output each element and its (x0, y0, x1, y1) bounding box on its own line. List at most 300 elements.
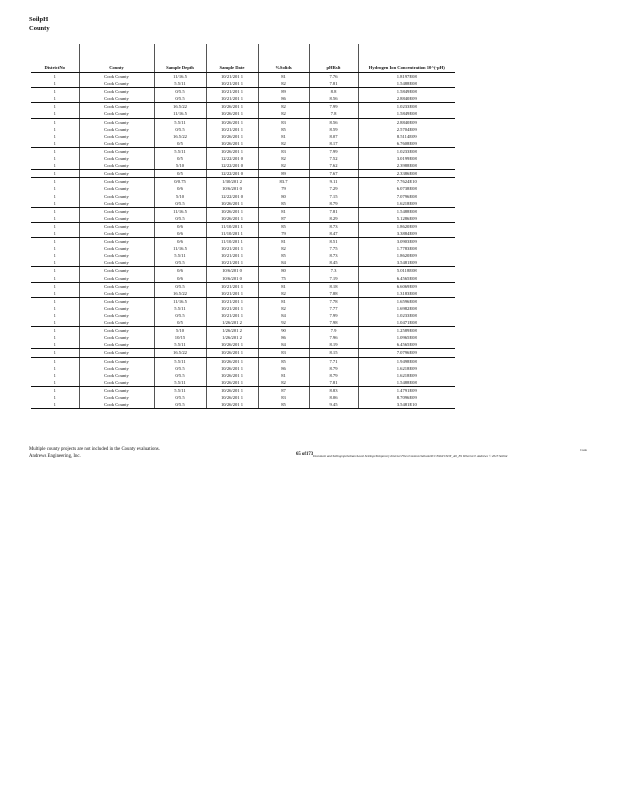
cell-ph-result: 8.07 (309, 133, 358, 140)
cell-solids: 81 (258, 207, 309, 215)
cell-district: 1 (31, 341, 79, 349)
cell-solids: 81 (258, 372, 309, 379)
cell-solids: 83.7 (258, 178, 309, 186)
cell-sample-date: 10/26/201 1 (206, 215, 258, 223)
cell-solids: 81 (258, 133, 309, 140)
cell-county: Cook County (79, 80, 154, 88)
cell-district: 1 (31, 80, 79, 88)
cell-ph-result: 7.81 (309, 80, 358, 88)
cell-ph-result: 7.96 (309, 334, 358, 341)
cell-hydrogen-ion: 5.1286E09 (358, 215, 455, 223)
cell-solids: 81 (258, 73, 309, 81)
cell-ph-result: 8.17 (309, 140, 358, 148)
cell-county: Cook County (79, 193, 154, 200)
cell-solids: 85 (258, 357, 309, 365)
cell-solids: 87 (258, 386, 309, 394)
table-row (31, 95, 455, 103)
cell-district: 1 (53, 372, 56, 378)
cell-hydrogen-ion: 1.0471E08 (358, 319, 455, 327)
cell-sample-depth: 0/5 (154, 155, 206, 162)
cell-hydrogen-ion: 3.3884E09 (358, 230, 455, 238)
cell-sample-depth: 10/15 (154, 334, 206, 341)
cell-ph-result: 7.8 (309, 110, 358, 118)
cell-district: 1 (53, 126, 56, 132)
cell-district: 1 (53, 365, 56, 371)
cell-solids: 85 (258, 252, 309, 259)
cell-county: Cook County (79, 73, 154, 81)
table-row (31, 386, 455, 394)
cell-county: Cook County (79, 259, 154, 267)
table-row (31, 275, 455, 283)
cell-sample-depth: 0/6 (154, 185, 206, 192)
cell-sample-date: 10/21/201 1 (206, 88, 258, 96)
cell-district: 1 (53, 387, 56, 393)
cell-sample-date: 10/21/201 1 (206, 252, 258, 259)
cell-solids: 85 (258, 222, 309, 230)
cell-ph-result: 7.15 (309, 193, 358, 200)
cell-solids: 82 (258, 110, 309, 118)
table-row (31, 327, 455, 335)
cell-sample-date: 10/26/201 1 (206, 103, 258, 111)
cell-county: Cook County (79, 319, 154, 327)
cell-sample-date: 10/26/201 1 (206, 394, 258, 401)
cell-county: Cook County (79, 401, 154, 409)
table-row (31, 357, 455, 365)
cell-sample-date: 10/21/201 1 (206, 297, 258, 305)
cell-hydrogen-ion: 3.0903E09 (358, 238, 455, 246)
cell-ph-result: 9.11 (309, 178, 358, 186)
cell-district: 1 (53, 239, 56, 245)
cell-hydrogen-ion: 5.0118E08 (358, 267, 455, 275)
cell-county: Cook County (79, 178, 154, 186)
cell-sample-depth: 0/5.5 (154, 401, 206, 409)
cell-district: 1 (53, 283, 56, 289)
cell-county: Cook County (79, 305, 154, 312)
cell-hydrogen-ion: 1.8620E09 (358, 252, 455, 259)
cell-solids: 82 (258, 140, 309, 148)
cell-ph-result: 7.99 (309, 312, 358, 319)
cell-sample-depth: 11/16.5 (154, 207, 206, 215)
cell-hydrogen-ion: 1.0233E08 (358, 312, 455, 319)
cell-county: Cook County (79, 215, 154, 223)
cell-sample-depth: 5/10 (154, 327, 206, 335)
cell-county: Cook County (79, 95, 154, 103)
cell-sample-date: 10/26/201 1 (206, 147, 258, 155)
table-row (31, 155, 455, 162)
cell-county: Cook County (79, 133, 154, 140)
cell-district: 1 (31, 140, 79, 148)
cell-district: 1 (53, 298, 56, 304)
cell-sample-depth: 16.5/22 (154, 133, 206, 140)
cell-hydrogen-ion: 2.3988E08 (358, 162, 455, 170)
cell-county: Cook County (79, 155, 154, 162)
cell-hydrogen-ion: 8.7096E09 (358, 394, 455, 401)
cell-county: Cook County (79, 110, 154, 118)
cell-hydrogen-ion: 2.3386E08 (358, 170, 455, 178)
cell-sample-date: 10/21/201 1 (206, 290, 258, 298)
cell-ph-result: 8.79 (309, 365, 358, 372)
cell-sample-date: 10/21/201 1 (206, 305, 258, 312)
table-row (31, 162, 455, 170)
table-row (31, 252, 455, 259)
cell-county: Cook County (79, 147, 154, 155)
cell-county: Cook County (79, 207, 154, 215)
table-row (31, 259, 455, 267)
cell-sample-depth: 0/5.5 (154, 215, 206, 223)
cell-solids: 89 (258, 170, 309, 178)
cell-sample-depth: 5.5/11 (154, 386, 206, 394)
cell-sample-depth: 0/5.5 (154, 126, 206, 133)
table-row (31, 238, 455, 246)
cell-sample-date: 11/10/201 1 (206, 222, 258, 230)
cell-solids: 85 (258, 126, 309, 133)
cell-solids: 87 (258, 215, 309, 223)
cell-solids: 82 (258, 162, 309, 170)
table-row (31, 110, 455, 118)
cell-sample-depth: 5.5/11 (154, 357, 206, 365)
cell-hydrogen-ion: 8.5114E09 (358, 133, 455, 140)
cell-district: 1 (53, 208, 56, 214)
cell-district: 1 (31, 290, 79, 298)
cell-ph-result: 8.56 (309, 118, 358, 126)
cell-sample-date: 10/21/201 1 (206, 80, 258, 88)
cell-county: Cook County (79, 222, 154, 230)
cell-county: Cook County (79, 252, 154, 259)
column-header-sample-depth: Sample Depth (154, 44, 206, 73)
cell-district: 1 (31, 349, 79, 357)
cell-sample-depth: 5/10 (154, 193, 206, 200)
cell-sample-depth: 0/5.5 (154, 95, 206, 103)
cell-sample-date: 1/26/201 2 (206, 334, 258, 341)
cell-sample-date: 10/21/201 1 (206, 259, 258, 267)
cell-ph-result: 8.29 (309, 215, 358, 223)
cell-solids: 89 (258, 88, 309, 96)
table-row (31, 200, 455, 208)
cell-ph-result: 7.99 (309, 103, 358, 111)
cell-district: 1 (53, 328, 56, 334)
cell-sample-depth: 16.5/22 (154, 290, 206, 298)
cell-solids: 90 (258, 327, 309, 335)
cell-sample-date: 10/26/201 1 (206, 379, 258, 387)
cell-solids: 82 (258, 245, 309, 252)
cell-hydrogen-ion: 1.6218E09 (358, 365, 455, 372)
cell-county: Cook County (79, 140, 154, 148)
cell-hydrogen-ion: 7.0796E09 (358, 349, 455, 357)
table-row (31, 73, 455, 81)
table-row (31, 185, 455, 192)
cell-county: Cook County (79, 200, 154, 208)
cell-sample-date: 10/21/201 1 (206, 312, 258, 319)
cell-sample-date: 10/21/201 1 (206, 126, 258, 133)
cell-ph-result: 8.47 (309, 230, 358, 238)
cell-solids: 82 (258, 80, 309, 88)
cell-ph-result: 7.78 (309, 297, 358, 305)
cell-hydrogen-ion: 1.0965E08 (358, 334, 455, 341)
cell-ph-result: 8.73 (309, 252, 358, 259)
cell-sample-date: 12/22/201 0 (206, 193, 258, 200)
cell-ph-result: 8.06 (309, 394, 358, 401)
table-row (31, 140, 455, 148)
cell-sample-depth: 0/5.5 (154, 312, 206, 319)
cell-district: 1 (53, 193, 56, 199)
cell-hydrogen-ion: 3.0199E08 (358, 155, 455, 162)
cell-ph-result: 7.88 (309, 290, 358, 298)
cell-sample-date: 10/26/201 1 (206, 341, 258, 349)
table-row (31, 349, 455, 357)
cell-hydrogen-ion: 1.5488E08 (358, 207, 455, 215)
cell-sample-date: 10/21/201 1 (206, 245, 258, 252)
cell-ph-result: 8.15 (309, 349, 358, 357)
cell-solids: 81 (258, 238, 309, 246)
table-row (31, 80, 455, 88)
cell-hydrogen-ion: 6.4565E08 (358, 275, 455, 283)
table-row (31, 147, 455, 155)
cell-ph-result: 8.45 (309, 259, 358, 267)
report-title (29, 15, 50, 33)
table-row (31, 193, 455, 200)
table-row (31, 215, 455, 223)
cell-district: 1 (53, 179, 56, 185)
table-row (31, 118, 455, 126)
column-header-county: County (79, 44, 154, 73)
cell-county: Cook County (79, 230, 154, 238)
cell-county: Cook County (79, 267, 154, 275)
cell-sample-depth: 0/6 (154, 275, 206, 283)
file-path: Document and Settings\pcheiman\Local Settings\Temporary Internet Files\Content.Outlook\9CC30AV1\SOT_All_ES Wherever! Andrews © 2013 Soilint (313, 454, 508, 458)
column-header-ph-result: pHRslt (309, 44, 358, 73)
cell-sample-depth: 5.5/11 (154, 305, 206, 312)
cell-hydrogen-ion: 2.8840E09 (358, 118, 455, 126)
cell-sample-depth: 5.5/11 (154, 147, 206, 155)
cell-county: Cook County (79, 297, 154, 305)
cell-sample-depth: 0/5.5 (154, 200, 206, 208)
cell-district: 1 (31, 259, 79, 267)
cell-solids: 82 (258, 379, 309, 387)
cell-county: Cook County (79, 170, 154, 178)
soil-ph-table (31, 44, 455, 409)
cell-hydrogen-ion: 1.5488E08 (358, 80, 455, 88)
cell-sample-depth: 16.5/22 (154, 349, 206, 357)
cell-sample-date: 10/26/201 1 (206, 207, 258, 215)
cell-county: Cook County (79, 162, 154, 170)
cell-sample-depth: 0/5 (154, 319, 206, 327)
cell-ph-result: 7.19 (309, 275, 358, 283)
cell-district: 1 (31, 319, 79, 327)
cell-county: Cook County (79, 357, 154, 365)
table-row (31, 312, 455, 319)
cell-solids: 82 (258, 103, 309, 111)
table-row (31, 401, 455, 409)
cell-district: 1 (53, 268, 56, 274)
cell-sample-depth: 0/5.5 (154, 259, 206, 267)
table-row (31, 207, 455, 215)
cell-district: 1 (53, 186, 56, 192)
cell-district: 1 (53, 119, 56, 125)
cell-hydrogen-ion: 1.6218E09 (358, 200, 455, 208)
cell-sample-depth: 11/16.5 (154, 110, 206, 118)
cell-hydrogen-ion: 7.0796E08 (358, 193, 455, 200)
cell-district: 1 (31, 275, 79, 283)
cell-sample-date: 10/26/201 1 (206, 200, 258, 208)
cell-solids: 83 (258, 118, 309, 126)
cell-solids: 85 (258, 401, 309, 409)
cell-hydrogen-ion: 1.6218E09 (358, 372, 455, 379)
cell-sample-depth: 0/6 (154, 238, 206, 246)
cell-hydrogen-ion: 6.7608E09 (358, 140, 455, 148)
cell-hydrogen-ion: 2.8840E09 (358, 95, 455, 103)
cell-sample-depth: 0/5 (154, 140, 206, 148)
cell-county: Cook County (79, 282, 154, 290)
cell-ph-result: 8.51 (309, 238, 358, 246)
cell-hydrogen-ion: 1.0233E08 (358, 103, 455, 111)
table-row (31, 394, 455, 401)
cell-solids: 75 (258, 275, 309, 283)
cell-county: Cook County (79, 312, 154, 319)
cell-ph-result: 7.99 (309, 147, 358, 155)
cell-hydrogen-ion: 1.0233E08 (358, 147, 455, 155)
cell-county: Cook County (79, 394, 154, 401)
table-body (31, 73, 455, 409)
cell-solids: 82 (258, 305, 309, 312)
cell-sample-date: 1/30/201 2 (206, 178, 258, 186)
cell-sample-date: 10/6/201 0 (206, 185, 258, 192)
cell-sample-depth: 11/16.5 (154, 245, 206, 252)
cell-solids: 84 (258, 259, 309, 267)
column-header-solids: %Solids (258, 44, 309, 73)
cell-sample-depth: 0/5.5 (154, 365, 206, 372)
cell-sample-depth: 5.5/11 (154, 80, 206, 88)
cell-hydrogen-ion: 1.9498E08 (358, 357, 455, 365)
cell-ph-result: 7.29 (309, 185, 358, 192)
cell-district: 1 (53, 156, 56, 162)
cell-hydrogen-ion: 7.7624E10 (358, 178, 455, 186)
cell-sample-depth: 5/10 (154, 162, 206, 170)
cell-solids: 85 (258, 200, 309, 208)
cell-ph-result: 9.45 (309, 401, 358, 409)
report-title-line1: SoilpH (29, 16, 49, 23)
cell-county: Cook County (79, 185, 154, 192)
cell-hydrogen-ion: 1.6982E08 (358, 305, 455, 312)
cell-ph-result: 8.18 (309, 282, 358, 290)
table-header-row (31, 44, 455, 73)
cell-sample-date: 10/26/201 1 (206, 386, 258, 394)
cell-district: 1 (53, 104, 56, 110)
cell-district: 1 (53, 395, 56, 401)
cell-sample-date: 1/26/201 2 (206, 327, 258, 335)
table-row (31, 372, 455, 379)
cell-solids: 83 (258, 147, 309, 155)
cell-hydrogen-ion: 1.8620E09 (358, 222, 455, 230)
cell-sample-depth: 0/5.5 (154, 282, 206, 290)
cell-district: 1 (31, 215, 79, 223)
cell-district: 1 (31, 379, 79, 387)
cell-ph-result: 8.56 (309, 95, 358, 103)
cell-sample-date: 10/21/201 1 (206, 95, 258, 103)
cell-sample-depth: 0/6 (154, 222, 206, 230)
cell-sample-date: 10/6/201 0 (206, 267, 258, 275)
cell-sample-date: 12/22/201 0 (206, 162, 258, 170)
cell-county: Cook County (79, 118, 154, 126)
cell-county: Cook County (79, 341, 154, 349)
cell-hydrogen-ion: 1.6596E08 (358, 297, 455, 305)
cell-hydrogen-ion: 6.6069E09 (358, 282, 455, 290)
cell-sample-depth: 5.5/11 (154, 379, 206, 387)
cell-solids: 83 (258, 349, 309, 357)
cell-district: 1 (31, 170, 79, 178)
cell-solids: 80 (258, 267, 309, 275)
cell-ph-result: 7.67 (309, 170, 358, 178)
cell-county: Cook County (79, 238, 154, 246)
table-row (31, 305, 455, 312)
table-row (31, 334, 455, 341)
cell-solids: 82 (258, 155, 309, 162)
cell-sample-depth: 5.5/11 (154, 341, 206, 349)
column-header-district: DistrictNo (31, 44, 79, 73)
cell-hydrogen-ion: 6.4565E09 (358, 341, 455, 349)
cell-hydrogen-ion: 1.3183E08 (358, 290, 455, 298)
cell-county: Cook County (79, 386, 154, 394)
cell-ph-result: 8.8 (309, 88, 358, 96)
cell-sample-depth: 5.5/11 (154, 252, 206, 259)
cell-county: Cook County (79, 349, 154, 357)
cell-sample-depth: 0/5.5 (154, 394, 206, 401)
cell-sample-depth: 11/16.5 (154, 73, 206, 81)
cell-sample-date: 12/22/201 0 (206, 155, 258, 162)
cell-district: 1 (53, 358, 56, 364)
cell-district: 1 (31, 162, 79, 170)
cell-district: 1 (53, 335, 56, 341)
table-row (31, 379, 455, 387)
table-row (31, 170, 455, 178)
footer-company: Andrews Engineering, Inc. (29, 454, 81, 459)
cell-district: 1 (53, 133, 56, 139)
cell-ph-result: 8.79 (309, 200, 358, 208)
cell-hydrogen-ion: 3.5481E10 (358, 401, 455, 409)
cell-county: Cook County (79, 126, 154, 133)
table-row (31, 88, 455, 96)
cell-county: Cook County (79, 379, 154, 387)
cell-county: Cook County (79, 327, 154, 335)
cell-ph-result: 7.76 (309, 73, 358, 81)
cell-solids: 84 (258, 341, 309, 349)
table-row (31, 282, 455, 290)
corner-label: Cook (580, 448, 587, 452)
cell-solids: 86 (258, 95, 309, 103)
cell-sample-date: 1/26/201 2 (206, 319, 258, 327)
cell-ph-result: 8.79 (309, 372, 358, 379)
cell-ph-result: 7.81 (309, 379, 358, 387)
table-row (31, 290, 455, 298)
cell-sample-depth: 0/5.5 (154, 88, 206, 96)
cell-sample-date: 11/10/201 1 (206, 230, 258, 238)
cell-solids: 81 (258, 297, 309, 305)
cell-hydrogen-ion: 3.5481E09 (358, 259, 455, 267)
cell-sample-depth: 16.5/22 (154, 103, 206, 111)
cell-county: Cook County (79, 365, 154, 372)
cell-ph-result: 8.73 (309, 222, 358, 230)
cell-sample-date: 10/26/201 1 (206, 372, 258, 379)
cell-district: 1 (53, 223, 56, 229)
cell-hydrogen-ion: 1.8197E08 (358, 73, 455, 81)
cell-district: 1 (53, 246, 56, 252)
cell-sample-date: 10/6/201 0 (206, 275, 258, 283)
cell-solids: 83 (258, 394, 309, 401)
cell-county: Cook County (79, 88, 154, 96)
cell-ph-result: 7.62 (309, 162, 358, 170)
cell-solids: 86 (258, 365, 309, 372)
cell-sample-date: 10/26/201 1 (206, 401, 258, 409)
cell-solids: 92 (258, 319, 309, 327)
